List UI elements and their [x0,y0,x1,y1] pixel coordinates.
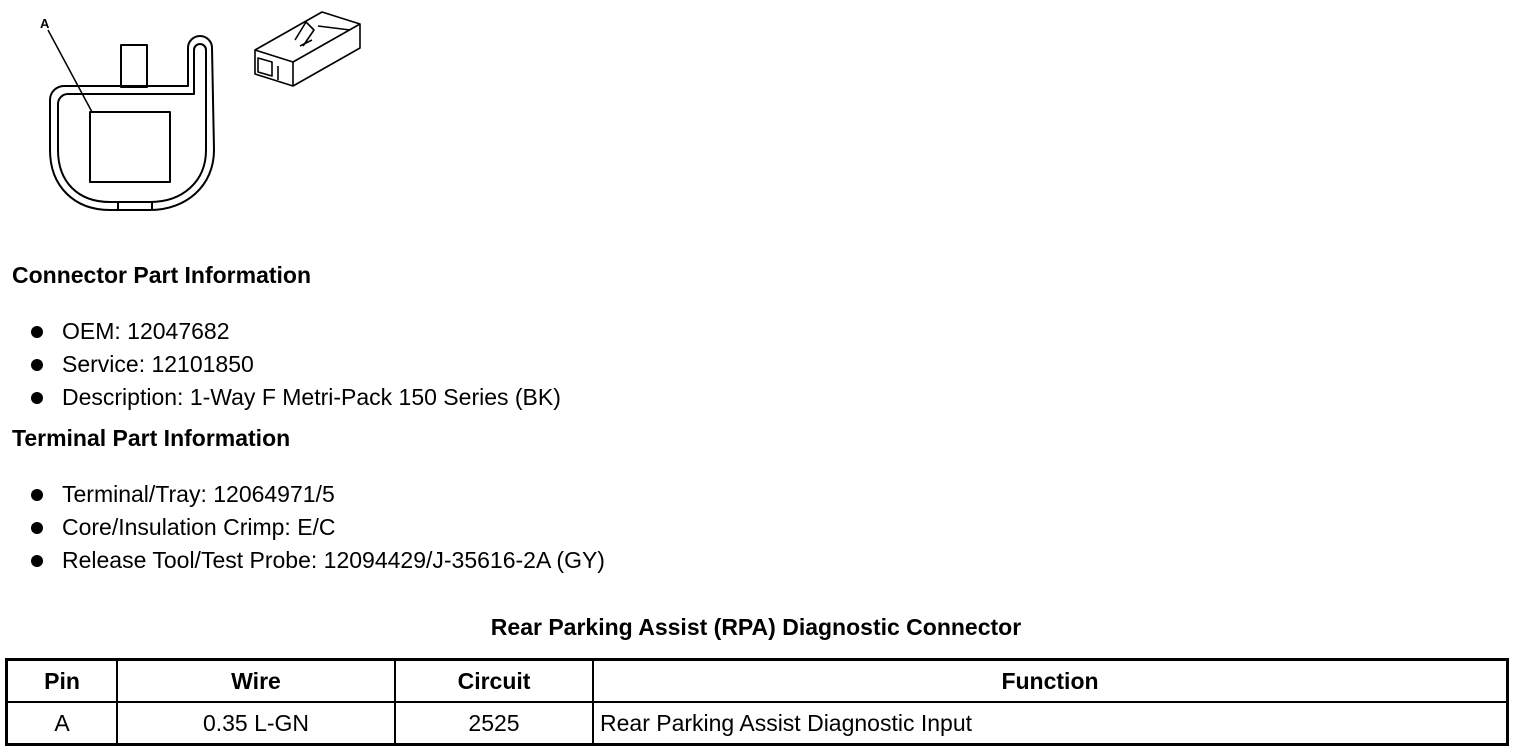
connector-part-info-heading: Connector Part Information [12,262,312,288]
list-item: OEM: 12047682 [12,315,561,348]
bullet-icon [31,489,43,501]
connector-part-info-list [12,315,561,414]
connector-pinout-table [5,658,1509,746]
connector-isometric-view [255,12,360,86]
bullet-icon [31,522,43,534]
list-item: Terminal/Tray: 12064971/5 [12,478,605,511]
cell-circuit: 2525 [395,702,593,745]
header-circuit: Circuit [395,660,593,703]
bullet-icon [31,392,43,404]
bullet-icon [31,555,43,567]
terminal-part-info-list [12,478,605,577]
table-header-row [7,660,1508,703]
pin-a-leader-line [48,30,92,112]
header-function: Function [593,660,1508,703]
list-item: Service: 12101850 [12,348,561,381]
header-pin: Pin [7,660,118,703]
bullet-icon [31,359,43,371]
cell-function: Rear Parking Assist Diagnostic Input [593,702,1508,745]
bullet-icon [31,326,43,338]
pin-a-label: A [40,16,50,31]
connector-body-inner [58,44,206,202]
connector-body-outer [50,36,214,210]
connector-diagram [0,0,380,225]
list-item: Description: 1-Way F Metri-Pack 150 Series (BK) [12,381,561,414]
cell-wire: 0.35 L-GN [117,702,395,745]
header-wire: Wire [117,660,395,703]
list-item: Core/Insulation Crimp: E/C [12,511,605,544]
list-item: Release Tool/Test Probe: 12094429/J-35616-2A (GY) [12,544,605,577]
cell-pin: A [7,702,118,745]
table-title: Rear Parking Assist (RPA) Diagnostic Connector [490,614,1022,640]
connector-tab [121,45,147,87]
table-row [7,702,1508,745]
terminal-part-info-heading: Terminal Part Information [12,425,291,451]
terminal-cavity-a [90,112,170,182]
